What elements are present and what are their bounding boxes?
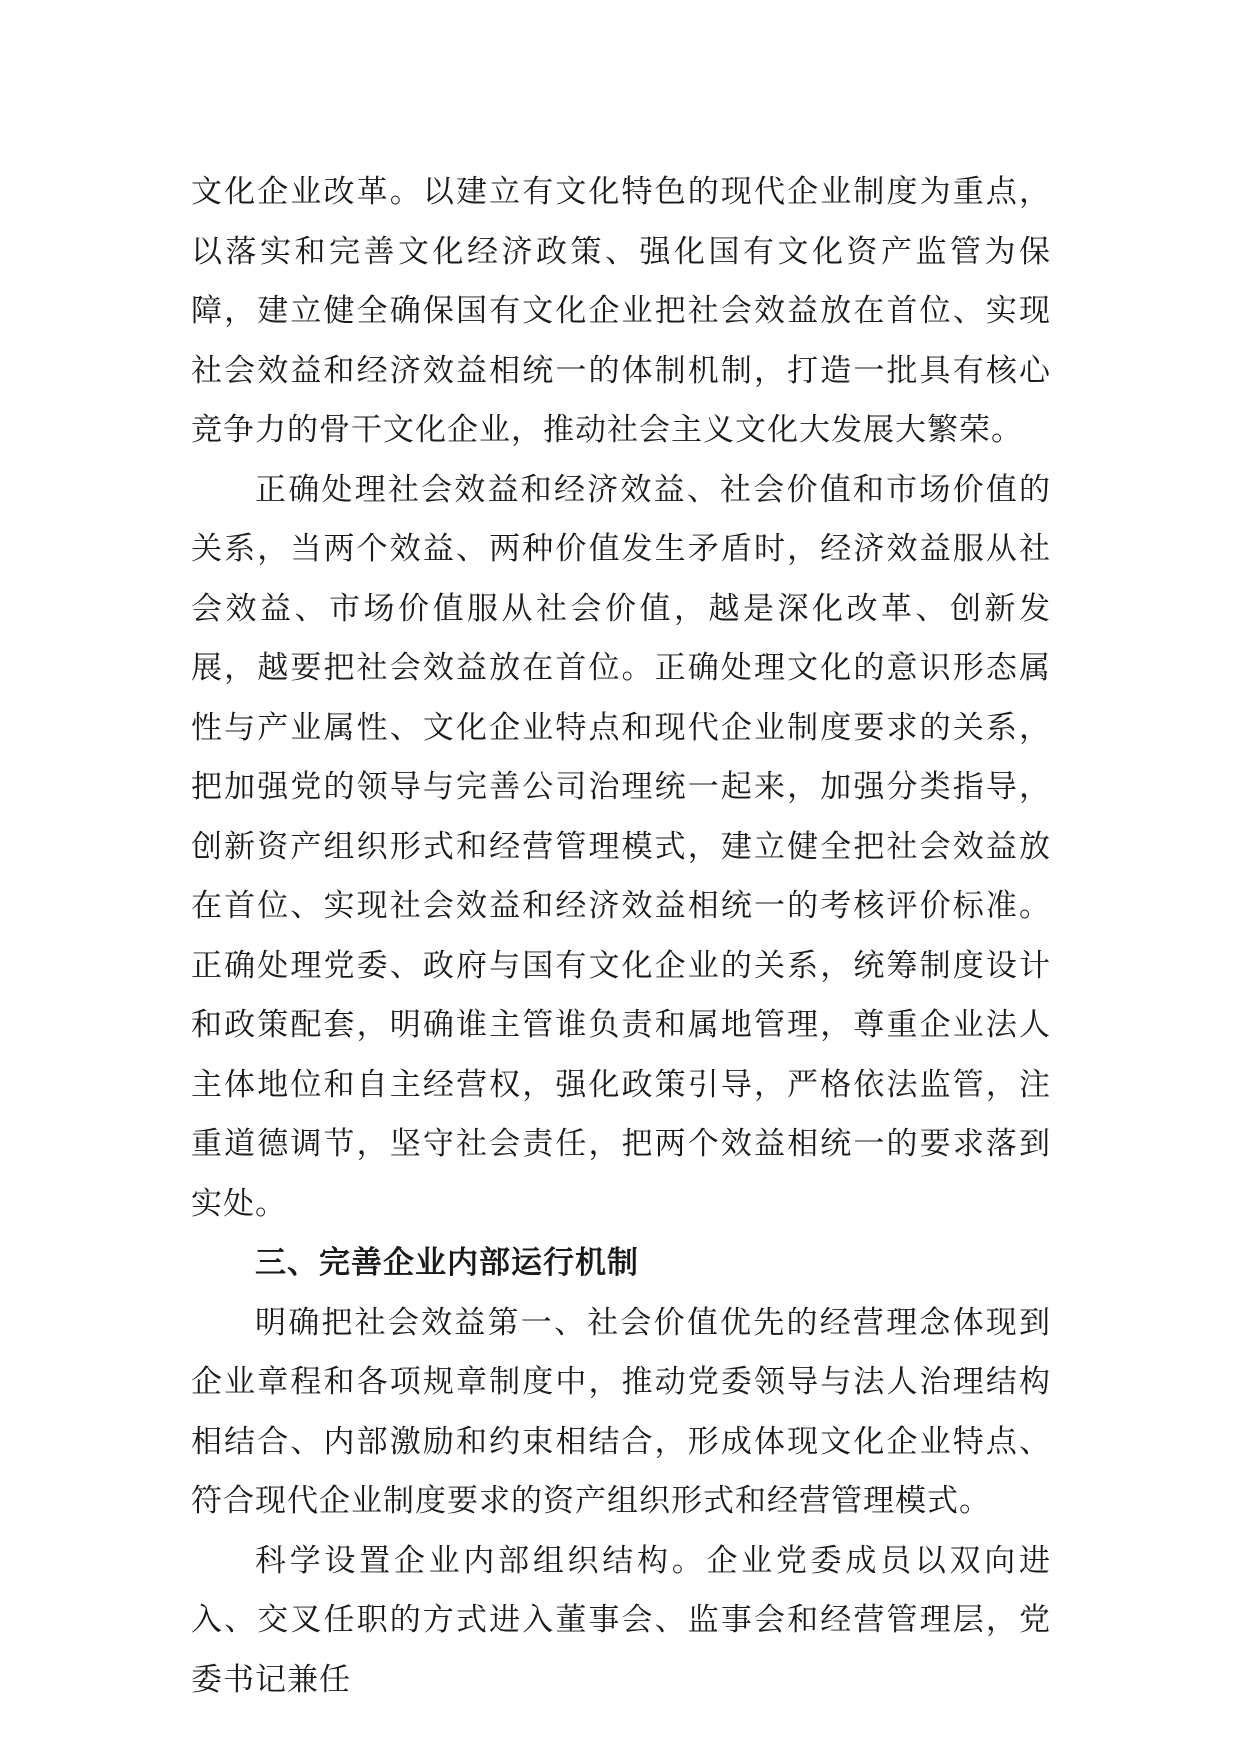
paragraph-principles: 正确处理社会效益和经济效益、社会价值和市场价值的关系，当两个效益、两种价值发生矛盾时，经济效益服从社会效益、市场价值服从社会价值，越是深化改革、创新发展，越要把社会效益放在首位。正确处理文化的意识形态属性与产业属性、文化企业特点和现代企业制度要求的关系，把加强党的领导与完善公司治理统一起来，加强分类指导，创新资产组织形式和经营管理模式，建立健全把社会效益放在首位、实现社会效益和经济效益相统一的考核评价标准。正确处理党委、政府与国有文化企业的关系，统筹制度设计和政策配套，明确谁主管谁负责和属地管理，尊重企业法人主体地位和自主经营权，强化政策引导，严格依法监管，注重道德调节，坚守社会责任，把两个效益相统一的要求落到实处。 [191, 471, 1051, 1222]
section-heading: 三、完善企业内部运行机制 [255, 1245, 639, 1281]
paragraph-organization-structure: 科学设置企业内部组织结构。企业党委成员以双向进入、交叉任职的方式进入董事会、监事会和经营管理层，党委书记兼任 [191, 1542, 1051, 1698]
paragraph-operating-mechanism: 明确把社会效益第一、社会价值优先的经营理念体现到企业章程和各项规章制度中，推动党委领导与法人治理结构相结合、内部激励和约束相结合，形成体现文化企业特点、符合现代企业制度要求的资产组织形式和经营管理模式。 [191, 1304, 1051, 1519]
paragraph-continuation: 文化企业改革。以建立有文化特色的现代企业制度为重点，以落实和完善文化经济政策、强化国有文化资产监管为保障，建立健全确保国有文化企业把社会效益放在首位、实现社会效益和经济效益相统一的体制机制，打造一批具有核心竞争力的骨干文化企业，推动社会主义文化大发展大繁荣。 [191, 174, 1051, 448]
document-body [191, 163, 1051, 1710]
